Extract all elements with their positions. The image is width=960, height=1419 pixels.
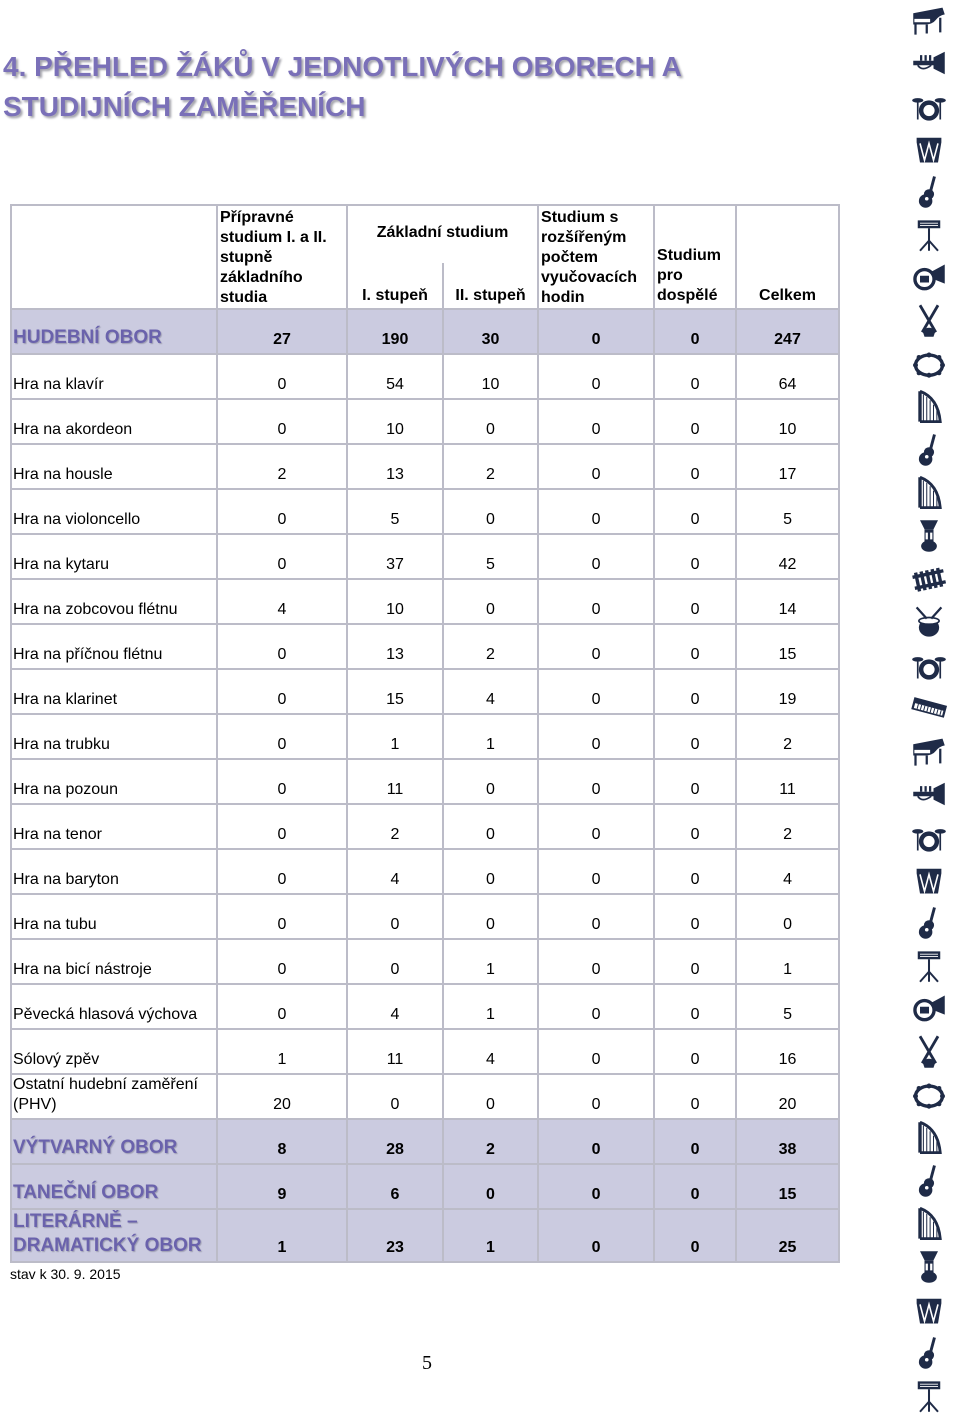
subject-row	[11, 444, 839, 489]
count-total: 14	[736, 579, 839, 624]
page-number: 5	[422, 1352, 432, 1374]
count-basic-level-2: 0	[443, 1164, 538, 1209]
count-extended: 0	[538, 624, 654, 669]
music-stand-icon	[911, 217, 947, 253]
header-line: studia	[220, 289, 268, 306]
label-line: Hra na pozoun	[13, 781, 118, 798]
header-line: počtem	[541, 249, 598, 266]
count-preparatory: 0	[217, 894, 347, 939]
subject-name	[11, 984, 217, 1029]
header-line: Přípravné	[220, 209, 294, 226]
count-adult: 0	[654, 489, 736, 534]
count-extended: 0	[538, 579, 654, 624]
snare-drum-icon	[911, 604, 947, 640]
label-line: Hra na bicí nástroje	[13, 961, 152, 978]
header-line: stupně	[220, 249, 273, 266]
count-preparatory: 0	[217, 939, 347, 984]
field-row	[11, 309, 839, 354]
subject-name	[11, 1029, 217, 1074]
subject-row	[11, 1074, 839, 1119]
subject-row	[11, 984, 839, 1029]
count-basic-level-1: 10	[347, 579, 443, 624]
count-extended: 0	[538, 1029, 654, 1074]
count-preparatory: 0	[217, 399, 347, 444]
label-line: Hra na housle	[13, 466, 113, 483]
header-adult	[654, 205, 736, 309]
subject-name	[11, 804, 217, 849]
count-basic-level-2: 0	[443, 1074, 538, 1119]
field-name	[11, 1164, 217, 1209]
header-blank	[11, 205, 217, 309]
count-basic-level-1: 11	[347, 1029, 443, 1074]
count-total: 15	[736, 1164, 839, 1209]
count-basic-level-2: 0	[443, 579, 538, 624]
header-line: Studium	[657, 247, 722, 264]
count-total: 42	[736, 534, 839, 579]
guitar-icon	[911, 432, 947, 468]
subject-name	[11, 939, 217, 984]
count-adult: 0	[654, 759, 736, 804]
count-basic-level-1: 2	[347, 804, 443, 849]
count-total: 19	[736, 669, 839, 714]
subject-row	[11, 939, 839, 984]
electric-guitar-icon	[911, 1034, 947, 1070]
subject-name	[11, 894, 217, 939]
count-extended: 0	[538, 534, 654, 579]
harp-icon	[911, 1120, 947, 1156]
count-adult: 0	[654, 984, 736, 1029]
label-line: Hra na klavír	[13, 376, 104, 393]
count-preparatory: 0	[217, 984, 347, 1029]
count-basic-level-1: 23	[347, 1209, 443, 1262]
count-extended: 0	[538, 759, 654, 804]
count-total: 17	[736, 444, 839, 489]
field-name	[11, 1209, 217, 1262]
count-total: 11	[736, 759, 839, 804]
count-extended: 0	[538, 444, 654, 489]
label-line: Hra na zobcovou flétnu	[13, 601, 178, 618]
count-basic-level-2: 5	[443, 534, 538, 579]
label-line: Hra na tenor	[13, 826, 102, 843]
count-basic-level-1: 13	[347, 624, 443, 669]
label-line: Sólový zpěv	[13, 1051, 100, 1068]
count-extended: 0	[538, 1074, 654, 1119]
header-line: pro	[657, 267, 683, 284]
count-total: 4	[736, 849, 839, 894]
count-basic-level-2: 2	[443, 444, 538, 489]
subject-name	[11, 714, 217, 759]
count-adult: 0	[654, 894, 736, 939]
count-preparatory: 0	[217, 849, 347, 894]
count-basic-level-1: 0	[347, 939, 443, 984]
subject-name	[11, 1074, 217, 1119]
instrument-icon-border	[911, 2, 951, 1414]
header-line: základního	[220, 269, 303, 286]
count-adult: 0	[654, 534, 736, 579]
header-basic-level-2: II. stupeň	[443, 263, 538, 309]
count-basic-level-2: 0	[443, 489, 538, 534]
count-basic-level-1: 190	[347, 309, 443, 354]
subject-row	[11, 399, 839, 444]
count-adult: 0	[654, 849, 736, 894]
drum-icon	[911, 131, 947, 167]
subject-row	[11, 714, 839, 759]
count-basic-level-2: 30	[443, 309, 538, 354]
count-total: 0	[736, 894, 839, 939]
subject-name	[11, 399, 217, 444]
count-adult: 0	[654, 939, 736, 984]
count-preparatory: 9	[217, 1164, 347, 1209]
count-basic-level-1: 4	[347, 984, 443, 1029]
count-basic-level-2: 2	[443, 1119, 538, 1164]
label-line: TANEČNÍ OBOR	[13, 1182, 159, 1203]
count-adult: 0	[654, 1164, 736, 1209]
label-line: Hra na violoncello	[13, 511, 141, 528]
table-body	[11, 309, 839, 1262]
count-adult: 0	[654, 354, 736, 399]
harp-icon	[911, 389, 947, 425]
count-total: 2	[736, 714, 839, 759]
subject-row	[11, 759, 839, 804]
count-preparatory: 0	[217, 489, 347, 534]
count-preparatory: 4	[217, 579, 347, 624]
count-total: 5	[736, 984, 839, 1029]
subject-name	[11, 579, 217, 624]
count-basic-level-1: 28	[347, 1119, 443, 1164]
subject-row	[11, 624, 839, 669]
field-row	[11, 1164, 839, 1209]
students-table	[10, 204, 840, 1263]
header-preparatory	[217, 205, 347, 309]
subject-row	[11, 1029, 839, 1074]
label-line: Hra na klarinet	[13, 691, 118, 708]
trumpet-icon	[911, 776, 947, 812]
count-adult: 0	[654, 1119, 736, 1164]
date-note: stav k 30. 9. 2015	[10, 1266, 121, 1282]
subject-row	[11, 579, 839, 624]
count-preparatory: 0	[217, 534, 347, 579]
tambourine-icon	[911, 346, 947, 382]
label-line: Ostatní hudební zaměření	[13, 1076, 198, 1093]
count-basic-level-1: 0	[347, 894, 443, 939]
count-adult: 0	[654, 309, 736, 354]
title-line: STUDIJNÍCH ZAMĚŘENÍCH	[3, 91, 366, 122]
subject-row	[11, 534, 839, 579]
xylophone-icon	[911, 561, 947, 597]
header-basic-level-1: I. stupeň	[347, 263, 443, 309]
field-name	[11, 309, 217, 354]
count-total: 38	[736, 1119, 839, 1164]
label-line: (PHV)	[13, 1096, 57, 1113]
drum-kit-icon	[911, 819, 947, 855]
subject-name	[11, 534, 217, 579]
harp-icon	[911, 475, 947, 511]
count-basic-level-2: 0	[443, 399, 538, 444]
count-total: 5	[736, 489, 839, 534]
header-line: hodin	[541, 289, 585, 306]
label-line: Hra na kytaru	[13, 556, 110, 573]
count-basic-level-2: 0	[443, 759, 538, 804]
subject-name	[11, 759, 217, 804]
count-basic-level-1: 54	[347, 354, 443, 399]
count-total: 20	[736, 1074, 839, 1119]
page-title	[3, 47, 682, 127]
piano-icon	[911, 733, 947, 769]
keyboard-icon	[911, 690, 947, 726]
horn-icon	[911, 991, 947, 1027]
count-basic-level-1: 6	[347, 1164, 443, 1209]
subject-name	[11, 624, 217, 669]
count-total: 2	[736, 804, 839, 849]
count-basic-level-2: 1	[443, 714, 538, 759]
guitar-icon	[911, 1335, 947, 1371]
count-adult: 0	[654, 669, 736, 714]
count-adult: 0	[654, 579, 736, 624]
label-line: LITERÁRNĚ –	[13, 1211, 138, 1232]
count-preparatory: 1	[217, 1029, 347, 1074]
tambourine-icon	[911, 1077, 947, 1113]
header-line: Studium s	[541, 209, 619, 226]
count-extended: 0	[538, 399, 654, 444]
count-adult: 0	[654, 1029, 736, 1074]
count-adult: 0	[654, 624, 736, 669]
count-total: 1	[736, 939, 839, 984]
harp-icon	[911, 1206, 947, 1242]
count-basic-level-2: 1	[443, 939, 538, 984]
count-extended: 0	[538, 1164, 654, 1209]
count-basic-level-2: 1	[443, 1209, 538, 1262]
count-extended: 0	[538, 849, 654, 894]
count-extended: 0	[538, 714, 654, 759]
count-basic-level-2: 4	[443, 669, 538, 714]
count-extended: 0	[538, 354, 654, 399]
guitar-icon	[911, 905, 947, 941]
electric-guitar-icon	[911, 303, 947, 339]
count-basic-level-1: 1	[347, 714, 443, 759]
subject-name	[11, 669, 217, 714]
label-line: Hra na tubu	[13, 916, 97, 933]
subject-name	[11, 444, 217, 489]
count-basic-level-2: 0	[443, 894, 538, 939]
header-total: Celkem	[736, 205, 839, 309]
tuba-icon	[911, 1249, 947, 1285]
count-preparatory: 2	[217, 444, 347, 489]
count-total: 16	[736, 1029, 839, 1074]
drum-icon	[911, 862, 947, 898]
header-basic: Základní studium	[347, 205, 538, 263]
count-preparatory: 0	[217, 804, 347, 849]
count-adult: 0	[654, 714, 736, 759]
count-basic-level-1: 37	[347, 534, 443, 579]
label-line: Hra na baryton	[13, 871, 119, 888]
header-extended	[538, 205, 654, 309]
count-total: 247	[736, 309, 839, 354]
drum-kit-icon	[911, 88, 947, 124]
subject-row	[11, 894, 839, 939]
count-preparatory: 20	[217, 1074, 347, 1119]
label-line: VÝTVARNÝ OBOR	[13, 1137, 178, 1158]
field-name	[11, 1119, 217, 1164]
guitar-icon	[911, 174, 947, 210]
count-basic-level-1: 10	[347, 399, 443, 444]
count-extended: 0	[538, 669, 654, 714]
piano-icon	[911, 2, 947, 38]
count-preparatory: 27	[217, 309, 347, 354]
count-adult: 0	[654, 444, 736, 489]
count-basic-level-1: 15	[347, 669, 443, 714]
subject-name	[11, 849, 217, 894]
count-adult: 0	[654, 399, 736, 444]
count-extended: 0	[538, 804, 654, 849]
count-basic-level-2: 10	[443, 354, 538, 399]
title-line: 4. PŘEHLED ŽÁKŮ V JEDNOTLIVÝCH OBORECH A	[3, 51, 682, 82]
subject-name	[11, 354, 217, 399]
label-line: DRAMATICKÝ OBOR	[13, 1235, 202, 1256]
field-row	[11, 1209, 839, 1262]
subject-row	[11, 804, 839, 849]
subject-row	[11, 354, 839, 399]
music-stand-icon	[911, 1378, 947, 1414]
field-row	[11, 1119, 839, 1164]
music-stand-icon	[911, 948, 947, 984]
count-preparatory: 0	[217, 624, 347, 669]
label-line: Hra na akordeon	[13, 421, 133, 438]
count-preparatory: 0	[217, 354, 347, 399]
trumpet-icon	[911, 45, 947, 81]
count-preparatory: 0	[217, 714, 347, 759]
count-extended: 0	[538, 1119, 654, 1164]
count-basic-level-2: 4	[443, 1029, 538, 1074]
count-adult: 0	[654, 1209, 736, 1262]
horn-icon	[911, 260, 947, 296]
label-line: Hra na příčnou flétnu	[13, 646, 163, 663]
count-total: 15	[736, 624, 839, 669]
subject-row	[11, 669, 839, 714]
header-line: studium I. a II.	[220, 229, 327, 246]
count-preparatory: 1	[217, 1209, 347, 1262]
count-basic-level-2: 0	[443, 849, 538, 894]
count-total: 64	[736, 354, 839, 399]
count-basic-level-2: 0	[443, 804, 538, 849]
subject-row	[11, 849, 839, 894]
count-basic-level-1: 5	[347, 489, 443, 534]
count-preparatory: 0	[217, 669, 347, 714]
count-basic-level-1: 11	[347, 759, 443, 804]
subject-name	[11, 489, 217, 534]
count-basic-level-2: 2	[443, 624, 538, 669]
count-basic-level-1: 13	[347, 444, 443, 489]
header-line: vyučovacích	[541, 269, 638, 286]
label-line: Pěvecká hlasová výchova	[13, 1006, 198, 1023]
count-basic-level-1: 0	[347, 1074, 443, 1119]
count-adult: 0	[654, 1074, 736, 1119]
count-extended: 0	[538, 489, 654, 534]
tuba-icon	[911, 518, 947, 554]
label-line: HUDEBNÍ OBOR	[13, 327, 162, 348]
count-adult: 0	[654, 804, 736, 849]
count-preparatory: 8	[217, 1119, 347, 1164]
count-extended: 0	[538, 309, 654, 354]
guitar-icon	[911, 1163, 947, 1199]
count-extended: 0	[538, 939, 654, 984]
label-line: Hra na trubku	[13, 736, 110, 753]
count-preparatory: 0	[217, 759, 347, 804]
count-total: 10	[736, 399, 839, 444]
count-extended: 0	[538, 984, 654, 1029]
subject-row	[11, 489, 839, 534]
drum-icon	[911, 1292, 947, 1328]
count-basic-level-1: 4	[347, 849, 443, 894]
count-total: 25	[736, 1209, 839, 1262]
count-basic-level-2: 1	[443, 984, 538, 1029]
count-extended: 0	[538, 1209, 654, 1262]
drum-kit-icon	[911, 647, 947, 683]
header-line: dospělé	[657, 287, 718, 304]
count-extended: 0	[538, 894, 654, 939]
header-line: rozšířeným	[541, 229, 627, 246]
header-row	[11, 205, 839, 263]
